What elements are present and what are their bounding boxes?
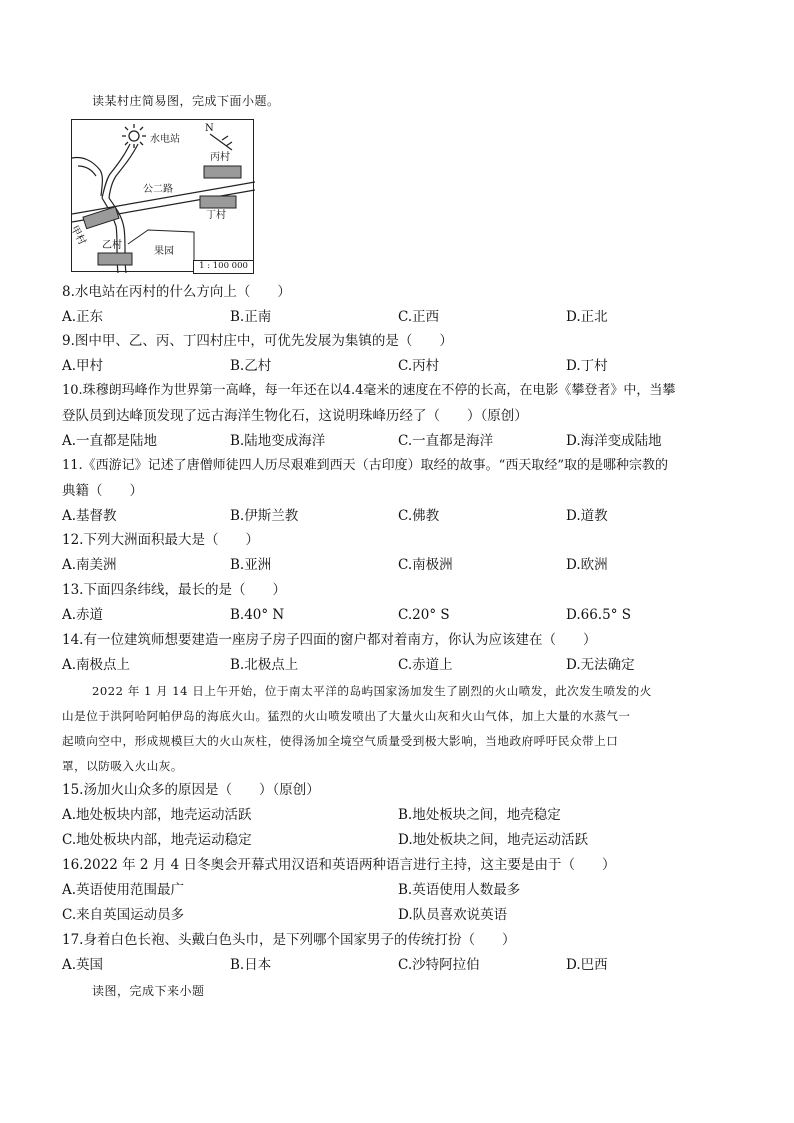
question-15-stem: 15.汤加火山众多的原因是（ ）（原创） [62, 782, 320, 798]
question-13-option-a: A.赤道 [62, 607, 104, 623]
passage-line-3: 起喷向空中，形成规模巨大的火山灰柱，使得汤加全境空气质量受到极大影响，当地政府呼吁民众带上口 [62, 734, 619, 748]
question-11-stem: 11.《西游记》记述了唐僧师徒四人历尽艰难到西天（古印度）取经的故事。“西天取经”取的是哪种宗教的 [62, 458, 668, 473]
question-14-option-c: C.赤道上 [398, 657, 453, 673]
question-14-option-b: B.北极点上 [230, 657, 299, 673]
map-label-power-station: 水电站 [150, 134, 180, 145]
village-a-block [83, 207, 119, 229]
question-12-option-d: D.欧洲 [566, 557, 608, 573]
question-17-option-d: D.巴西 [566, 957, 608, 973]
map-label-road: 公二路 [143, 184, 173, 195]
question-13-option-c: C.20° S [398, 607, 450, 623]
power-station-icon [122, 124, 146, 148]
question-14-option-a: A.南极点上 [62, 657, 131, 673]
question-10-stem: 10.珠穆朗玛峰作为世界第一高峰，每一年还在以4.4毫米的速度在不停的长高，在电影《攀登者》中，当攀 [62, 383, 676, 398]
question-16-option-b: B.英语使用人数最多 [398, 882, 521, 898]
question-16-option-c: C.来自英国运动员多 [62, 907, 185, 923]
question-15-option-d: D.地处板块之间，地壳运动活跃 [398, 832, 589, 848]
question-10-option-c: C.一直都是海洋 [398, 433, 494, 449]
question-15-option-a: A.地处板块内部，地壳运动活跃 [62, 807, 252, 823]
question-16-stem: 16.2022 年 2 月 4 日冬奥会开幕式用汉语和英语两种语言进行主持，这主要是由于（ ） [62, 857, 616, 873]
question-17-stem: 17.身着白色长袍、头戴白色头巾，是下列哪个国家男子的传统打扮（ ） [62, 932, 516, 948]
question-9-option-b: B.乙村 [230, 358, 272, 374]
question-9-stem: 9.图中甲、乙、丙、丁四村庄中，可优先发展为集镇的是（ ） [62, 333, 453, 349]
question-10-option-d: D.海洋变成陆地 [566, 433, 662, 449]
north-arrow-icon [210, 134, 232, 150]
village-map [68, 119, 254, 272]
passage-line-1: 2022 年 1 月 14 日上午开始，位于南太平洋的岛屿国家汤加发生了剧烈的火山喷发，此次发生喷发的火 [92, 684, 652, 698]
question-12-option-a: A.南美洲 [62, 557, 117, 573]
village-b-block [98, 253, 132, 265]
next-section-intro: 读图，完成下来小题 [92, 984, 205, 998]
question-9-option-a: A.甲村 [62, 358, 104, 374]
map-label-village-b: 乙村 [102, 240, 122, 251]
question-14-stem: 14.有一位建筑师想要建造一座房子房子四面的窗户都对着南方，你认为应该建在（ ） [62, 632, 597, 648]
question-17-option-c: C.沙特阿拉伯 [398, 957, 480, 973]
village-d-block [200, 196, 236, 208]
question-9-option-d: D.丁村 [566, 358, 608, 374]
village-c-block [204, 166, 241, 178]
question-17-option-a: A.英国 [62, 957, 104, 973]
question-14-option-d: D.无法确定 [566, 657, 635, 673]
map-intro: 读某村庄简易图，完成下面小题。 [92, 94, 280, 108]
question-11-option-c: C.佛教 [398, 508, 440, 524]
question-11-stem-cont: 典籍（ ） [62, 483, 143, 499]
map-label-village-d: 丁村 [206, 210, 226, 221]
question-8-option-c: C.正西 [398, 309, 440, 325]
question-10-option-b: B.陆地变成海洋 [230, 433, 326, 449]
question-12-option-c: C.南极洲 [398, 557, 453, 573]
question-10-option-a: A.一直都是陆地 [62, 433, 158, 449]
question-11-option-a: A.基督教 [62, 508, 117, 524]
question-13-option-d: D.66.5° S [566, 607, 631, 623]
map-label-north: N [205, 123, 214, 134]
map-label-village-a: 甲村 [68, 224, 88, 247]
question-10-stem-cont: 登队员到达峰顶发现了远古海洋生物化石，这说明珠峰历经了（ ）（原创） [62, 408, 528, 424]
question-11-option-b: B.伊斯兰教 [230, 508, 299, 524]
map-label-village-c: 丙村 [210, 152, 230, 163]
passage-line-2: 山是位于洪阿哈阿帕伊岛的海底火山。猛烈的火山喷发喷出了大量火山灰和火山气体，加上大量的水蒸气一 [62, 709, 631, 723]
question-12-option-b: B.亚洲 [230, 557, 272, 573]
question-17-option-b: B.日本 [230, 957, 272, 973]
map-scale: 1 : 100 000 [193, 260, 254, 274]
question-15-option-c: C.地处板块内部，地壳运动稳定 [62, 832, 252, 848]
question-8-option-a: A.正东 [62, 309, 104, 325]
question-16-option-a: A.英语使用范围最广 [62, 882, 185, 898]
question-12-stem: 12.下列大洲面积最大是（ ） [62, 532, 259, 548]
question-15-option-b: B.地处板块之间，地壳稳定 [398, 807, 561, 823]
map-label-orchard: 果园 [154, 246, 174, 257]
question-13-stem: 13.下面四条纬线，最长的是（ ） [62, 582, 286, 598]
question-13-option-b: B.40° N [230, 607, 285, 623]
question-8-option-b: B.正南 [230, 309, 272, 325]
question-8-option-d: D.正北 [566, 309, 608, 325]
question-16-option-d: D.队员喜欢说英语 [398, 907, 508, 923]
question-8-stem: 8.水电站在丙村的什么方向上（ ） [62, 284, 291, 300]
passage-line-4: 罩，以防吸入火山灰。 [62, 759, 183, 773]
question-11-option-d: D.道教 [566, 508, 608, 524]
question-9-option-c: C.丙村 [398, 358, 440, 374]
